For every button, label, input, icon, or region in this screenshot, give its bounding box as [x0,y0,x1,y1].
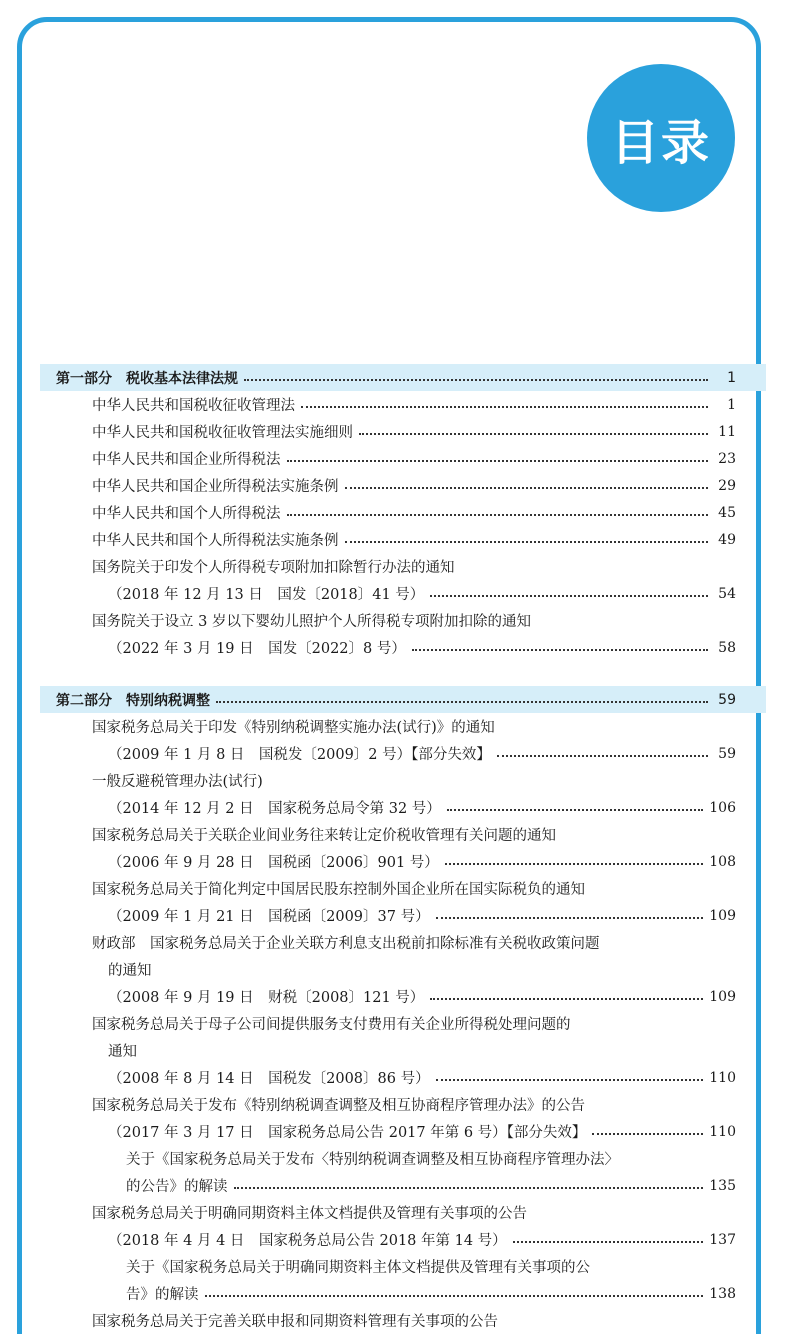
toc-entry[interactable] [40,634,766,661]
toc-entry[interactable] [40,983,766,1010]
entry-text: （2009 年 1 月 8 日 国税发〔2009〕2 号）【部分失效】 [108,747,491,763]
page-number: 106 [709,799,736,816]
entry-text: 国家税务总局关于关联企业间业务往来转让定价税收管理有关问题的通知 [92,828,556,844]
dot-leader [287,460,709,462]
toc-entry[interactable] [40,767,766,794]
toc-entry[interactable] [40,1118,766,1145]
entry-text: 财政部 国家税务总局关于企业关联方利息支出税前扣除标准有关税收政策问题 [92,936,600,952]
dot-leader [497,755,708,757]
page-number: 54 [718,585,736,602]
toc-entry[interactable] [40,1037,766,1064]
entry-text: （2008 年 9 月 19 日 财税〔2008〕121 号） [108,990,425,1006]
page-number: 108 [709,853,736,870]
entry-text: 中华人民共和国企业所得税法 [92,452,281,468]
entry-text: 国务院关于印发个人所得税专项附加扣除暂行办法的通知 [92,560,455,576]
page-number: 135 [709,1177,736,1194]
entry-text: 国家税务总局关于简化判定中国居民股东控制外国企业所在国实际税负的通知 [92,882,585,898]
toc-entry[interactable] [40,472,766,499]
dot-leader [359,433,708,435]
page-number: 1 [727,369,736,386]
toc-entry[interactable] [40,1199,766,1226]
entry-text: 国家税务总局关于发布《特别纳税调查调整及相互协商程序管理办法》的公告 [92,1098,585,1114]
entry-text: 一般反避税管理办法(试行) [92,774,263,790]
toc-entry[interactable] [40,526,766,553]
toc-entry[interactable] [40,956,766,983]
dot-leader [216,701,708,703]
section-title: 第二部分 特别纳税调整 [56,692,210,709]
toc-entry[interactable] [40,875,766,902]
toc-entry[interactable] [40,1280,766,1307]
entry-text: 国家税务总局关于印发《特别纳税调整实施办法(试行)》的通知 [92,720,495,736]
dot-leader [287,514,709,516]
toc-entry[interactable] [40,902,766,929]
entry-text: 的公告》的解读 [126,1179,228,1195]
toc-entry[interactable] [40,1307,766,1334]
page-number: 58 [718,639,736,656]
toc-badge: 目录 [587,64,735,212]
page-number: 1 [727,396,736,413]
toc-entry[interactable] [40,794,766,821]
page-number: 29 [718,477,736,494]
toc-entry[interactable] [40,1091,766,1118]
entry-text: （2022 年 3 月 19 日 国发〔2022〕8 号） [108,641,406,657]
page-number: 109 [709,988,736,1005]
dot-leader [301,406,708,408]
entry-text: 关于《国家税务总局关于发布〈特别纳税调查调整及相互协商程序管理办法〉 [126,1152,619,1168]
entry-text: （2018 年 12 月 13 日 国发〔2018〕41 号） [108,587,425,603]
entry-text: （2018 年 4 月 4 日 国家税务总局公告 2018 年第 14 号） [108,1233,507,1249]
entry-text: 中华人民共和国个人所得税法 [92,506,281,522]
page-number: 59 [718,691,736,708]
entry-text: 国家税务总局关于母子公司间提供服务支付费用有关企业所得税处理问题的 [92,1017,571,1033]
entry-text: 国家税务总局关于完善关联申报和同期资料管理有关事项的公告 [92,1314,498,1330]
dot-leader [205,1295,704,1297]
toc-entry[interactable] [40,445,766,472]
toc-entry[interactable] [40,1226,766,1253]
page-number: 137 [709,1231,736,1248]
page-number: 109 [709,907,736,924]
toc-entry[interactable] [40,391,766,418]
entry-text: （2014 年 12 月 2 日 国家税务总局令第 32 号） [108,801,441,817]
entry-text: 中华人民共和国个人所得税法实施条例 [92,533,339,549]
toc-entry[interactable] [40,848,766,875]
entry-text: 的通知 [108,963,152,979]
toc-entry[interactable] [40,418,766,445]
page-number: 11 [718,423,736,440]
toc-entry[interactable] [40,499,766,526]
dot-leader [592,1133,703,1135]
page-number: 59 [718,745,736,762]
table-of-contents [40,364,766,1334]
page-number: 110 [709,1123,736,1140]
dot-leader [412,649,708,651]
entry-text: 通知 [108,1044,137,1060]
dot-leader [513,1241,704,1243]
entry-text: 中华人民共和国税收征收管理法 [92,398,295,414]
toc-entry[interactable] [40,713,766,740]
toc-entry[interactable] [40,553,766,580]
entry-text: （2017 年 3 月 17 日 国家税务总局公告 2017 年第 6 号）【部分失效】 [108,1125,587,1141]
dot-leader [445,863,703,865]
section-heading[interactable] [40,686,766,713]
page-number: 110 [709,1069,736,1086]
toc-entry[interactable] [40,1064,766,1091]
entry-text: （2006 年 9 月 28 日 国税函〔2006〕901 号） [108,855,439,871]
entry-text: 国家税务总局关于明确同期资料主体文档提供及管理有关事项的公告 [92,1206,527,1222]
entry-text: 告》的解读 [126,1287,199,1303]
toc-entry[interactable] [40,1010,766,1037]
entry-text: 国务院关于设立 3 岁以下婴幼儿照护个人所得税专项附加扣除的通知 [92,614,531,630]
section-heading[interactable] [40,364,766,391]
dot-leader [436,1079,704,1081]
entry-text: （2009 年 1 月 21 日 国税函〔2009〕37 号） [108,909,430,925]
dot-leader [234,1187,704,1189]
toc-entry[interactable] [40,821,766,848]
dot-leader [436,917,704,919]
entry-text: 中华人民共和国税收征收管理法实施细则 [92,425,353,441]
toc-entry[interactable] [40,740,766,767]
section-title: 第一部分 税收基本法律法规 [56,370,238,387]
toc-entry[interactable] [40,1145,766,1172]
toc-entry[interactable] [40,929,766,956]
entry-text: （2008 年 8 月 14 日 国税发〔2008〕86 号） [108,1071,430,1087]
entry-text: 中华人民共和国企业所得税法实施条例 [92,479,339,495]
toc-entry[interactable] [40,1172,766,1199]
toc-entry[interactable] [40,1253,766,1280]
dot-leader [430,595,708,597]
dot-leader [345,541,709,543]
page-number: 23 [718,450,736,467]
page-number: 49 [718,531,736,548]
page-number: 45 [718,504,736,521]
page-number: 138 [709,1285,736,1302]
dot-leader [345,487,709,489]
entry-text: 关于《国家税务总局关于明确同期资料主体文档提供及管理有关事项的公 [126,1260,590,1276]
toc-entry[interactable] [40,607,766,634]
toc-entry[interactable] [40,580,766,607]
section-gap [40,661,766,686]
dot-leader [430,998,703,1000]
dot-leader [447,809,703,811]
dot-leader [244,379,708,381]
